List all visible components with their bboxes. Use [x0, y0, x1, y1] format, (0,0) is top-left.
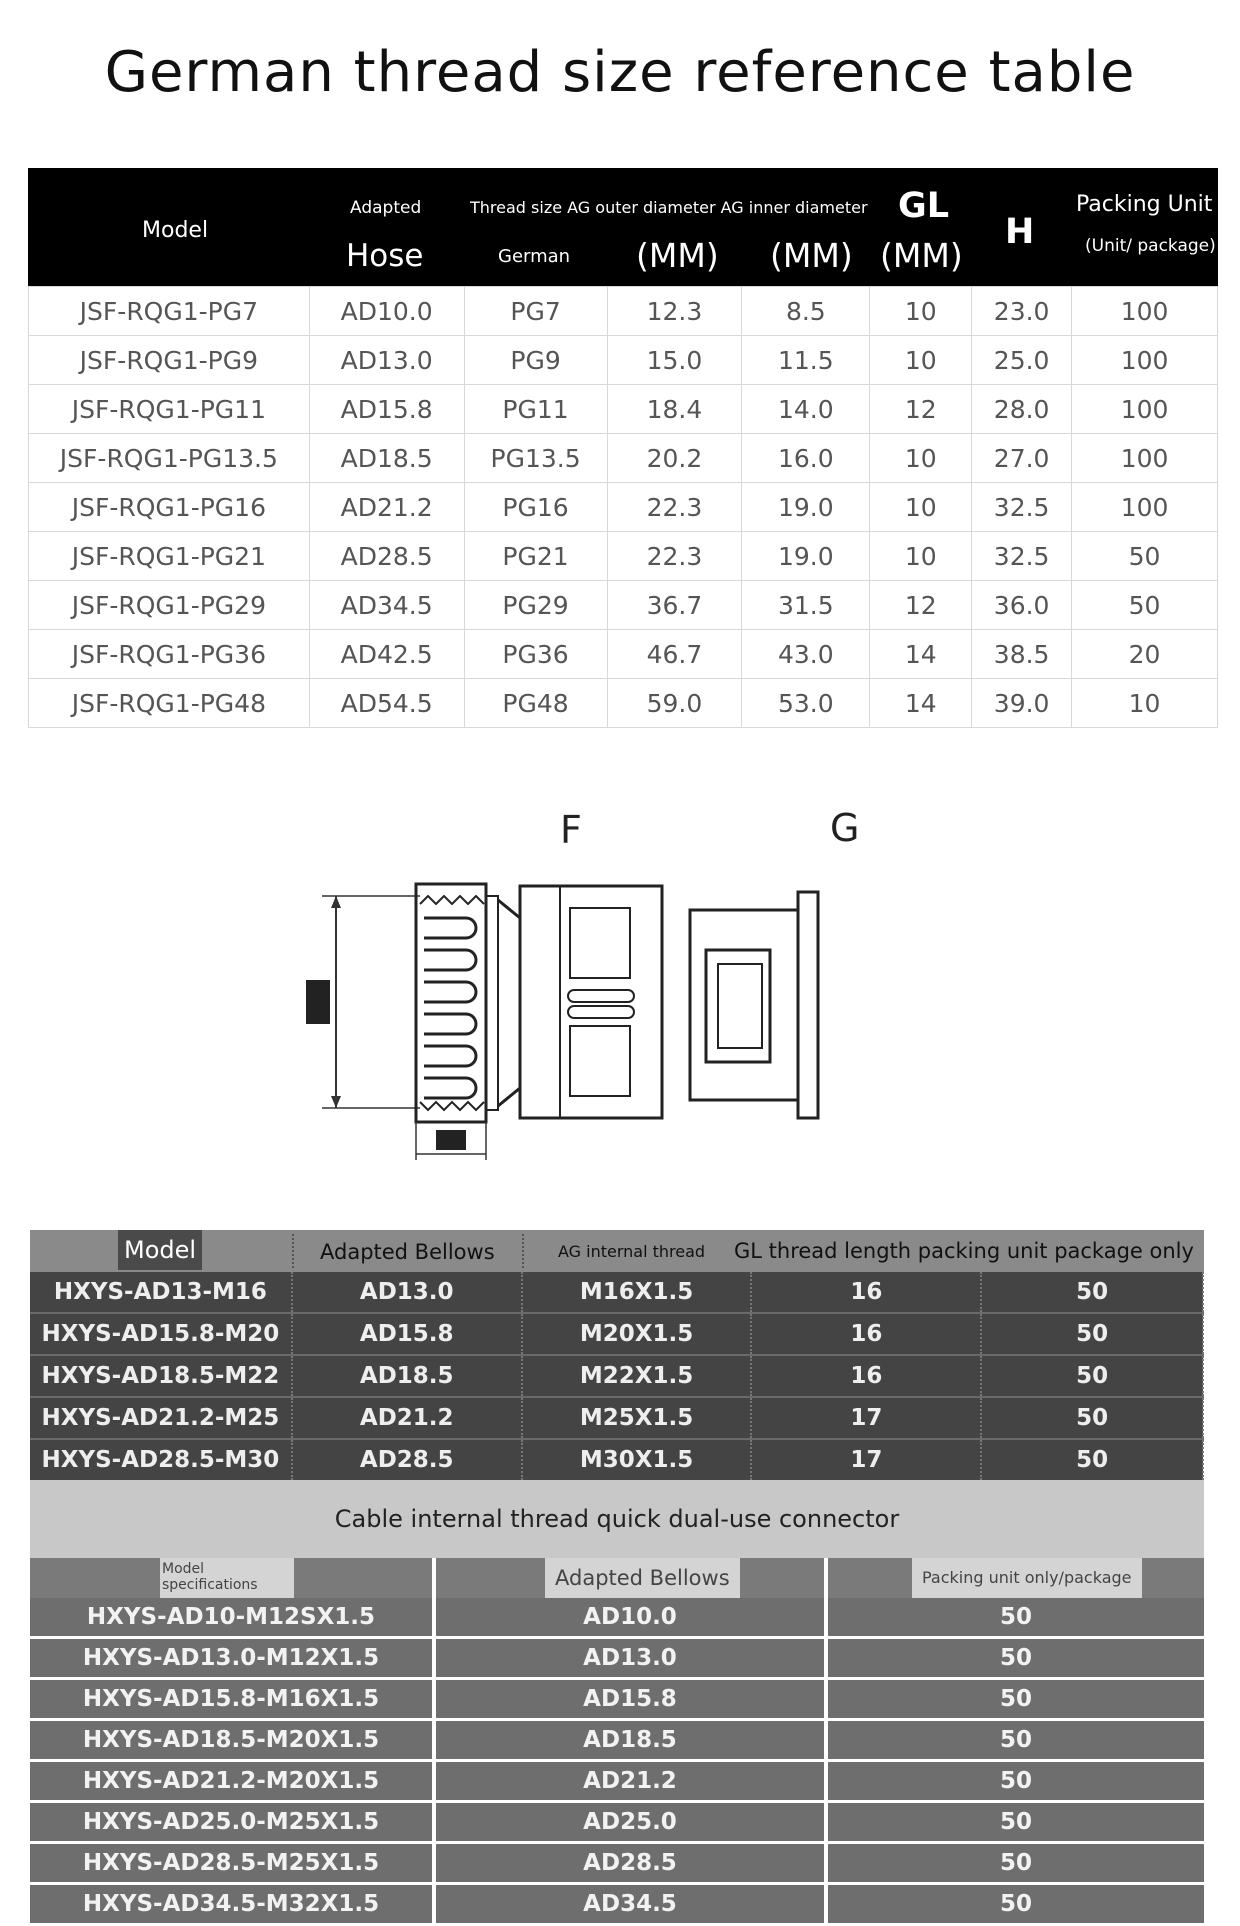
table-cell: AD13.0 [434, 1638, 826, 1679]
table-cell: AD21.2 [434, 1761, 826, 1802]
header-unit-package: (Unit/ package) [1085, 236, 1216, 256]
t3-header-divider [432, 1558, 436, 1598]
connector-diagram [270, 800, 970, 1180]
table-cell: M20X1.5 [522, 1313, 752, 1355]
table-cell: PG16 [464, 483, 607, 532]
table-cell: HXYS-AD18.5-M22 [30, 1355, 292, 1397]
table-cell: 10 [870, 532, 972, 581]
table-cell: JSF-RQG1-PG16 [29, 483, 310, 532]
header-model: Model [142, 218, 209, 243]
table-cell: HXYS-AD21.2-M20X1.5 [30, 1761, 434, 1802]
table-row [30, 1843, 1204, 1884]
table-cell: AD25.0 [434, 1802, 826, 1843]
table-cell: 19.0 [742, 532, 870, 581]
table1-header [28, 168, 1218, 286]
table-cell: 50 [826, 1638, 1204, 1679]
table-cell: JSF-RQG1-PG7 [29, 287, 310, 336]
table-cell: 100 [1072, 287, 1218, 336]
table-row [30, 1397, 1203, 1439]
t2-header-ag-thread: AG internal thread [558, 1242, 706, 1261]
table-cell: HXYS-AD25.0-M25X1.5 [30, 1802, 434, 1843]
table2-header [30, 1230, 1204, 1272]
table-cell: 10 [1072, 679, 1218, 728]
table-cell: HXYS-AD28.5-M25X1.5 [30, 1843, 434, 1884]
diagram-label-f: F [560, 808, 582, 852]
diagram-label-g: G [830, 806, 860, 850]
table-cell: PG48 [464, 679, 607, 728]
thread-size-table [28, 286, 1218, 728]
page-title: German thread size reference table [104, 40, 1136, 105]
header-packing-unit: Packing Unit [1076, 192, 1213, 217]
table-cell: M16X1.5 [522, 1272, 752, 1313]
table-cell: PG7 [464, 287, 607, 336]
table-cell: 12 [870, 385, 972, 434]
t2-header-separator [292, 1234, 294, 1268]
table-cell: JSF-RQG1-PG48 [29, 679, 310, 728]
table-cell: 12.3 [607, 287, 742, 336]
table-cell: 50 [981, 1397, 1203, 1439]
table-cell: 50 [826, 1802, 1204, 1843]
table-cell: 28.0 [972, 385, 1072, 434]
table-cell: AD34.5 [309, 581, 464, 630]
table-cell: AD15.8 [292, 1313, 522, 1355]
table-cell: 10 [870, 336, 972, 385]
table-cell: 20 [1072, 630, 1218, 679]
table-cell: 11.5 [742, 336, 870, 385]
table-cell: AD21.2 [309, 483, 464, 532]
table-cell: AD54.5 [309, 679, 464, 728]
table-cell: 100 [1072, 483, 1218, 532]
header-german: German [498, 246, 571, 267]
table-cell: 16 [751, 1355, 981, 1397]
table-row [29, 483, 1218, 532]
table-cell: AD18.5 [292, 1355, 522, 1397]
table-cell: 50 [826, 1843, 1204, 1884]
header-outer-mm: (MM) [636, 236, 719, 275]
table-cell: AD18.5 [434, 1720, 826, 1761]
table-cell: 12 [870, 581, 972, 630]
table-cell: JSF-RQG1-PG21 [29, 532, 310, 581]
table-cell: HXYS-AD10-M12SX1.5 [30, 1598, 434, 1638]
table-cell: 14 [870, 630, 972, 679]
table-row [30, 1720, 1204, 1761]
table-cell: 10 [870, 434, 972, 483]
table-cell: 50 [981, 1355, 1203, 1397]
header-gl-mm: (MM) [880, 236, 963, 275]
table-cell: HXYS-AD13.0-M12X1.5 [30, 1638, 434, 1679]
table-cell: AD34.5 [434, 1884, 826, 1925]
table-cell: HXYS-AD21.2-M25 [30, 1397, 292, 1439]
table-row [30, 1313, 1203, 1355]
table-row [30, 1439, 1203, 1481]
table-cell: 16 [751, 1272, 981, 1313]
table-row [29, 287, 1218, 336]
table-cell: 19.0 [742, 483, 870, 532]
t2-header-model: Model [118, 1230, 202, 1270]
table-cell: JSF-RQG1-PG11 [29, 385, 310, 434]
header-thread-size: Thread size AG outer diameter AG inner diameter [470, 198, 868, 217]
table-row [30, 1802, 1204, 1843]
table-cell: 43.0 [742, 630, 870, 679]
table-cell: 20.2 [607, 434, 742, 483]
table-cell: PG21 [464, 532, 607, 581]
table-cell: 50 [1072, 581, 1218, 630]
table-cell: 100 [1072, 434, 1218, 483]
table3-header [30, 1558, 1204, 1598]
table-cell: M25X1.5 [522, 1397, 752, 1439]
header-hose: Hose [346, 238, 424, 274]
t2-header-separator [522, 1234, 524, 1268]
table-cell: 8.5 [742, 287, 870, 336]
table-cell: 23.0 [972, 287, 1072, 336]
table-cell: 31.5 [742, 581, 870, 630]
table-cell: 22.3 [607, 483, 742, 532]
table-cell: AD13.0 [292, 1272, 522, 1313]
table-cell: HXYS-AD15.8-M20 [30, 1313, 292, 1355]
table-cell: PG9 [464, 336, 607, 385]
table-cell: PG11 [464, 385, 607, 434]
table-cell: 50 [826, 1720, 1204, 1761]
table-cell: PG29 [464, 581, 607, 630]
table-cell: PG13.5 [464, 434, 607, 483]
t3-header-bellows: Adapted Bellows [545, 1558, 740, 1598]
t3-header-divider [824, 1558, 828, 1598]
table-cell: 10 [870, 287, 972, 336]
table-cell: 50 [981, 1272, 1203, 1313]
table-cell: 50 [1072, 532, 1218, 581]
table-cell: 50 [981, 1439, 1203, 1481]
table-cell: PG36 [464, 630, 607, 679]
table-cell: AD42.5 [309, 630, 464, 679]
table-cell: 15.0 [607, 336, 742, 385]
table-row [30, 1598, 1204, 1638]
table-cell: HXYS-AD15.8-M16X1.5 [30, 1679, 434, 1720]
table-cell: 17 [751, 1397, 981, 1439]
table-row [29, 679, 1218, 728]
table-cell: JSF-RQG1-PG13.5 [29, 434, 310, 483]
table-cell: 100 [1072, 336, 1218, 385]
table-cell: AD13.0 [309, 336, 464, 385]
table-cell: 39.0 [972, 679, 1072, 728]
table-cell: 59.0 [607, 679, 742, 728]
table-row [30, 1679, 1204, 1720]
table-cell: AD15.8 [309, 385, 464, 434]
table-cell: AD28.5 [434, 1843, 826, 1884]
header-h: H [1005, 212, 1035, 252]
t2-header-bellows: Adapted Bellows [320, 1240, 495, 1264]
table-cell: 50 [981, 1313, 1203, 1355]
table-cell: 36.0 [972, 581, 1072, 630]
table-row [29, 630, 1218, 679]
table-row [29, 532, 1218, 581]
table-row [29, 581, 1218, 630]
table-cell: 17 [751, 1439, 981, 1481]
header-gl: GL [898, 186, 950, 226]
table-cell: M22X1.5 [522, 1355, 752, 1397]
t3-header-packing: Packing unit only/package [912, 1558, 1142, 1598]
table-cell: 50 [826, 1679, 1204, 1720]
table-cell: 18.4 [607, 385, 742, 434]
table-cell: 14.0 [742, 385, 870, 434]
table-cell: 16.0 [742, 434, 870, 483]
table-cell: AD10.0 [434, 1598, 826, 1638]
table-cell: AD28.5 [309, 532, 464, 581]
table-cell: AD21.2 [292, 1397, 522, 1439]
table-cell: AD18.5 [309, 434, 464, 483]
table-cell: 50 [826, 1598, 1204, 1638]
header-adapted: Adapted [350, 198, 422, 218]
table-cell: 50 [826, 1884, 1204, 1925]
table-cell: HXYS-AD34.5-M32X1.5 [30, 1884, 434, 1925]
table-cell: 50 [826, 1761, 1204, 1802]
table-cell: HXYS-AD28.5-M30 [30, 1439, 292, 1481]
table-cell: 32.5 [972, 532, 1072, 581]
table-row [30, 1638, 1204, 1679]
table-cell: M30X1.5 [522, 1439, 752, 1481]
table-row [30, 1355, 1203, 1397]
table-cell: AD15.8 [434, 1679, 826, 1720]
table-cell: JSF-RQG1-PG29 [29, 581, 310, 630]
table-cell: 38.5 [972, 630, 1072, 679]
bellows-thread-table [30, 1272, 1204, 1482]
table-cell: 32.5 [972, 483, 1072, 532]
table-cell: 14 [870, 679, 972, 728]
dual-use-connector-table [30, 1598, 1204, 1926]
t3-header-model: Model specifications [160, 1558, 294, 1598]
table-row [29, 336, 1218, 385]
table-cell: 22.3 [607, 532, 742, 581]
table-cell: 16 [751, 1313, 981, 1355]
table-row [29, 385, 1218, 434]
table-cell: HXYS-AD18.5-M20X1.5 [30, 1720, 434, 1761]
table-cell: 100 [1072, 385, 1218, 434]
table-cell: HXYS-AD13-M16 [30, 1272, 292, 1313]
table-row [30, 1272, 1203, 1313]
header-inner-mm: (MM) [770, 236, 853, 275]
table-cell: 27.0 [972, 434, 1072, 483]
table-cell: JSF-RQG1-PG36 [29, 630, 310, 679]
table-cell: 53.0 [742, 679, 870, 728]
table-cell: AD28.5 [292, 1439, 522, 1481]
table-cell: JSF-RQG1-PG9 [29, 336, 310, 385]
table-cell: 10 [870, 483, 972, 532]
table-cell: AD10.0 [309, 287, 464, 336]
table-cell: 36.7 [607, 581, 742, 630]
table-row [29, 434, 1218, 483]
table-cell: 46.7 [607, 630, 742, 679]
t2-header-gl: GL thread length packing unit package only [734, 1239, 1194, 1263]
table-row [30, 1884, 1204, 1925]
table-row [30, 1761, 1204, 1802]
section-banner: Cable internal thread quick dual-use connector [30, 1480, 1204, 1558]
table-cell: 25.0 [972, 336, 1072, 385]
